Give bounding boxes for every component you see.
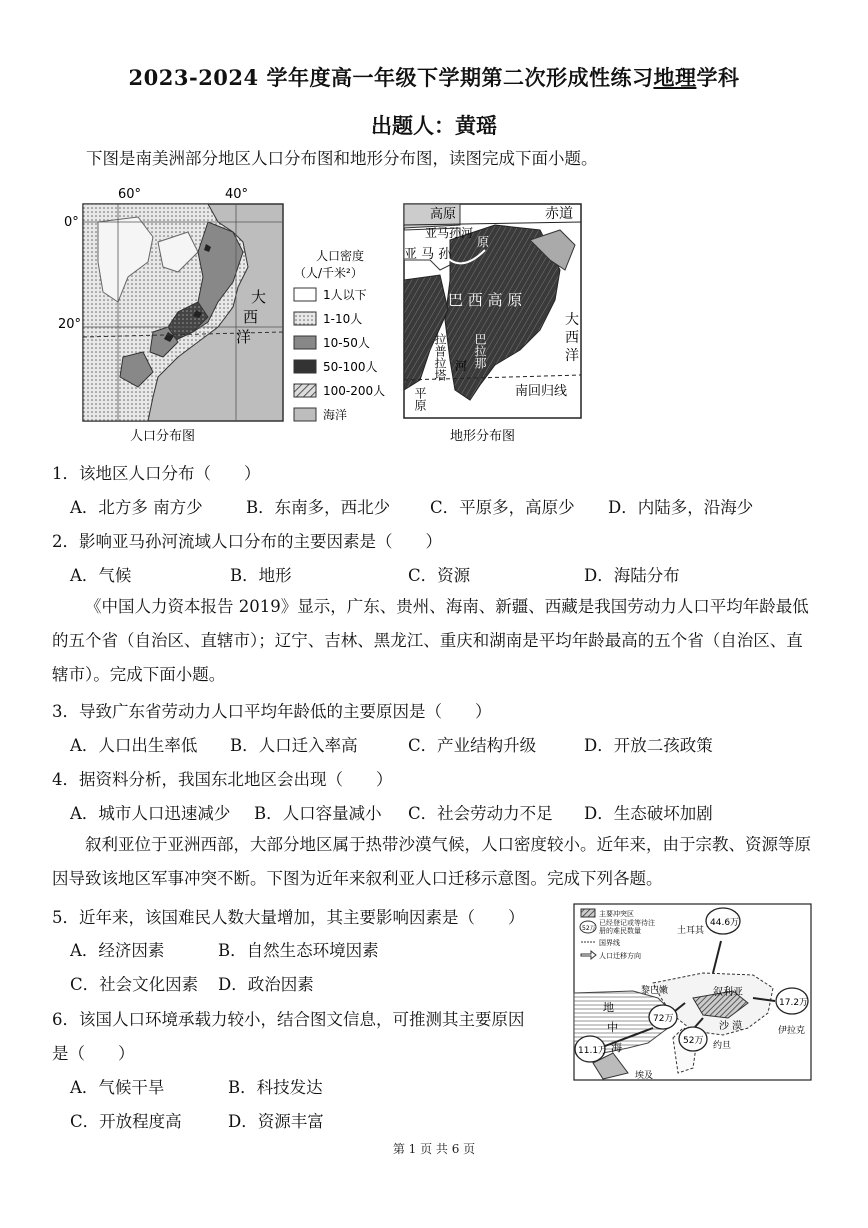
q5-option-a[interactable]: A．经济因素 <box>70 941 165 960</box>
q1-option-d[interactable]: D．内陆多，沿海少 <box>608 498 754 517</box>
q5-option-b[interactable]: B．自然生态环境因素 <box>218 941 379 960</box>
q2-option-c[interactable]: C．资源 <box>408 566 471 585</box>
legend-unit: （人/千米²） <box>294 266 363 280</box>
question-5-options-row2 <box>70 971 314 995</box>
question-3-options <box>70 732 713 756</box>
ocean-label-a: 大 <box>565 312 579 328</box>
q6-option-b[interactable]: B．科技发达 <box>228 1078 323 1097</box>
label-tropic: 南回归线 <box>515 384 568 399</box>
label-laplata: 拉普拉塔 <box>433 333 447 381</box>
terrain-map <box>400 200 590 450</box>
label-syria: 叙利亚 <box>713 987 743 998</box>
question-4: 4．据资料分析，我国东北地区会出现（ ） <box>52 770 393 789</box>
q4-option-d[interactable]: D．生态破坏加剧 <box>584 804 713 823</box>
page-title: 2023-2024 学年度高一年级下学期第二次形成性练习地理学科 <box>128 65 740 90</box>
legend-item-4: 50-100人 <box>323 360 378 374</box>
legend-sample: 52万 <box>582 925 596 932</box>
lat-0: 0° <box>64 215 79 230</box>
legend-item-5: 100-200人 <box>323 384 386 398</box>
sea-2: 中 <box>607 1021 618 1034</box>
lat-20: 20° <box>58 317 82 332</box>
legend-title: 人口密度 <box>316 249 365 263</box>
question-6-cont: 是（ ） <box>52 1044 135 1063</box>
population-map <box>58 182 403 447</box>
q6-option-d[interactable]: D．资源丰富 <box>228 1112 324 1131</box>
label-amazon-plain: 亚 马 孙 <box>404 247 452 262</box>
legend-item-6: 海洋 <box>323 408 348 422</box>
question-5-options-row1 <box>70 937 379 961</box>
fig-iraq: 17.2万 <box>779 998 809 1008</box>
q2-option-d[interactable]: D．海陆分布 <box>584 566 680 585</box>
question-6-options-row2 <box>70 1108 324 1132</box>
q3-option-a[interactable]: A．人口出生率低 <box>70 736 198 755</box>
legend-conflict: 主要冲突区 <box>599 910 634 918</box>
intro-3: 叙利亚位于亚洲西部，大部分地区属于热带沙漠气候，人口密度较小。近年来，由于宗教、资源等原因导致该地区军事冲突不断。下图为近年来叙利亚人口迁移示意图。完成下列各题。 <box>52 835 811 888</box>
ocean-label-3: 洋 <box>236 328 252 346</box>
fig-egypt: 11.1万 <box>578 1046 608 1056</box>
ocean-label-2: 西 <box>243 308 259 326</box>
legend-refugee: 已经登记或等待注册的难民数量 <box>599 919 655 935</box>
q1-option-b[interactable]: B．东南多，西北少 <box>246 498 391 517</box>
ocean-label-b: 西 <box>565 330 579 346</box>
label-desert: 沙 漠 <box>719 1021 743 1032</box>
q1-option-c[interactable]: C．平原多，高原少 <box>430 498 575 517</box>
sea-3: 海 <box>611 1041 622 1054</box>
label-he: 河 <box>455 359 468 373</box>
fig-jordan: 52万 <box>683 1036 704 1046</box>
q6-option-c[interactable]: C．开放程度高 <box>70 1112 182 1131</box>
q3-option-c[interactable]: C．产业结构升级 <box>408 736 537 755</box>
map2-caption: 地形分布图 <box>450 429 516 444</box>
q4-option-b[interactable]: B．人口容量减小 <box>254 804 382 823</box>
label-egypt: 埃及 <box>635 1071 654 1081</box>
label-chidao: 赤道 <box>545 206 573 222</box>
ocean-label-c: 洋 <box>565 348 579 364</box>
label-plain: 平原 <box>413 387 427 411</box>
sea-1: 地 <box>603 1001 614 1014</box>
q1-option-a[interactable]: A．北方多 南方少 <box>70 498 203 517</box>
intro-2: 《中国人力资本报告 2019》显示，广东、贵州、海南、新疆、西藏是我国劳动力人口平均年龄最低的五个省（自治区、直辖市）；辽宁、吉林、黑龙江、重庆和湖南是平均年龄最高的五个省（自治区、直辖市）。完成下面小题。 <box>52 597 809 684</box>
q5-option-c[interactable]: C．社会文化因素 <box>70 975 199 994</box>
lon-60: 60° <box>118 187 142 202</box>
question-1-options <box>70 494 753 518</box>
label-parana: 巴拉那 <box>473 333 487 369</box>
intro-1: 下图是南美洲部分地区人口分布图和地形分布图，读图完成下面小题。 <box>86 149 598 168</box>
label-amazon-river: 亚马孙河 <box>425 226 474 240</box>
q5-option-d[interactable]: D．政治因素 <box>218 975 314 994</box>
map1-caption: 人口分布图 <box>130 429 196 444</box>
label-jordan: 约旦 <box>713 1041 732 1051</box>
page-footer: 第 1 页 共 6 页 <box>392 1142 476 1156</box>
lon-40: 40° <box>225 187 249 202</box>
question-3: 3．导致广东省劳动力人口平均年龄低的主要原因是（ ） <box>52 702 492 721</box>
question-2: 2．影响亚马孙河流域人口分布的主要因素是（ ） <box>52 532 442 551</box>
question-6: 6．该国人口环境承载力较小，结合图文信息，可推测其主要原因 <box>52 1010 525 1029</box>
label-iraq: 伊拉克 <box>778 1026 806 1036</box>
q3-option-d[interactable]: D．开放二孩政策 <box>584 736 713 755</box>
fig-lebanon: 72万 <box>653 1014 674 1024</box>
fig-turkey: 44.6万 <box>710 918 740 928</box>
question-1: 1．该地区人口分布（ ） <box>52 464 261 483</box>
label-lebanon: 黎巴嫩 <box>641 986 669 996</box>
q2-option-a[interactable]: A．气候 <box>70 566 132 585</box>
q4-option-c[interactable]: C．社会劳动力不足 <box>408 804 553 823</box>
ocean-label-1: 大 <box>251 288 267 306</box>
label-gaoyuan: 高原 <box>430 207 457 222</box>
label-yuan: 原 <box>477 235 490 249</box>
legend-item-1: 1人以下 <box>323 288 367 302</box>
legend-item-3: 10-50人 <box>323 336 370 350</box>
label-turkey: 土耳其 <box>677 926 705 936</box>
author-line: 出题人：黄瑶 <box>371 113 497 138</box>
syria-migration-map <box>573 903 813 1083</box>
q6-option-a[interactable]: A．气候干旱 <box>70 1078 165 1097</box>
question-6-options-row1 <box>70 1074 323 1098</box>
question-5: 5．近年来，该国难民人数大量增加，其主要影响因素是（ ） <box>52 908 525 927</box>
legend-border: 国界线 <box>599 939 620 947</box>
question-4-options <box>70 800 713 824</box>
q3-option-b[interactable]: B．人口迁入率高 <box>230 736 358 755</box>
legend-item-2: 1-10人 <box>323 312 363 326</box>
legend-direction: 人口迁移方向 <box>599 952 641 960</box>
q2-option-b[interactable]: B．地形 <box>230 566 292 585</box>
q4-option-a[interactable]: A．城市人口迅速减少 <box>70 804 231 823</box>
question-2-options <box>70 562 680 586</box>
label-brazil-plateau: 巴 西 高 原 <box>448 291 523 309</box>
